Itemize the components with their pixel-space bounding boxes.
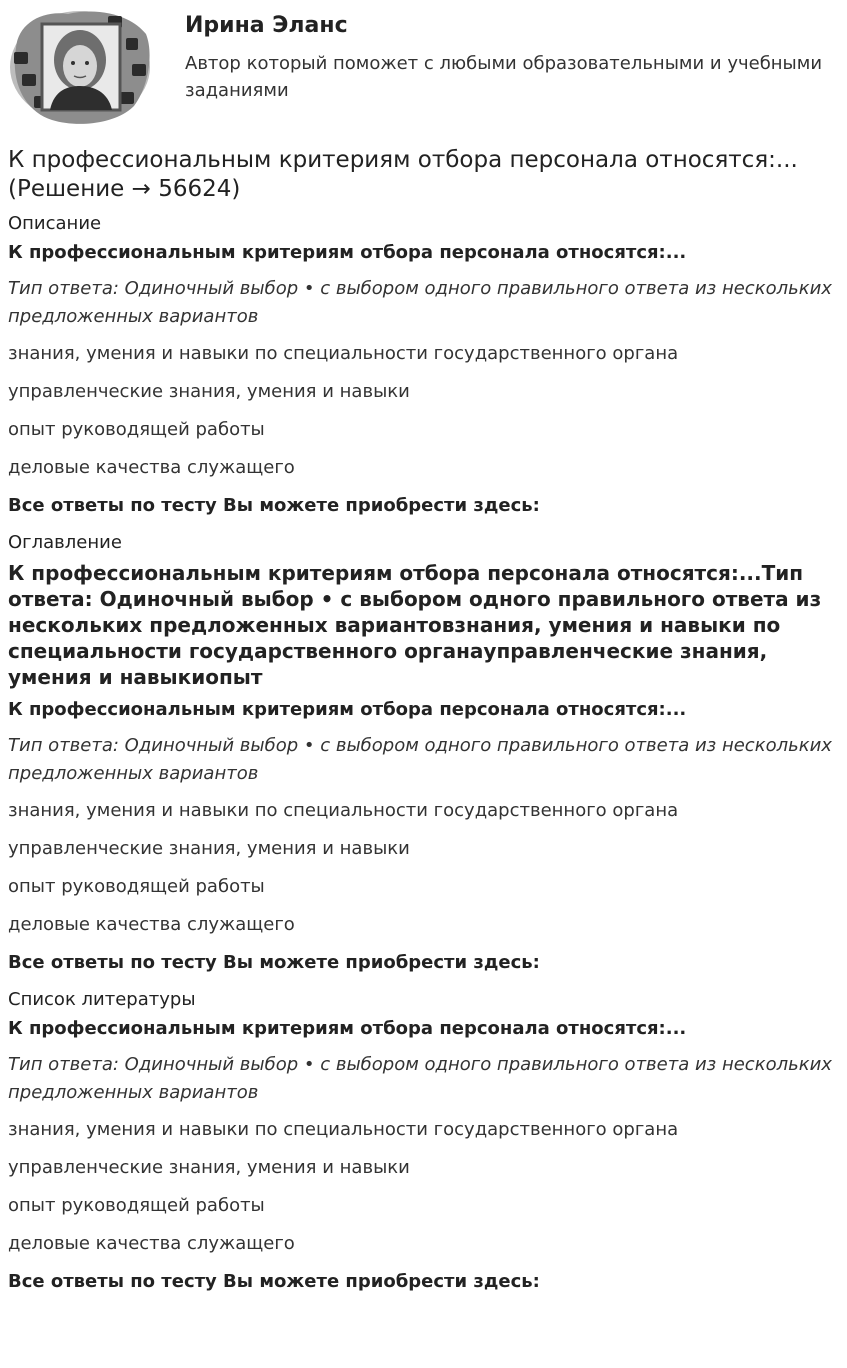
answer-type: Тип ответа: Одиночный выбор • с выбором одного правильного ответа из нескольких предложенных вариантов — [8, 735, 832, 784]
question-text: К профессиональным критериям отбора персонала относятся:... — [8, 1018, 687, 1039]
toc-heading: К профессиональным критериям отбора персонала относятся:...Тип ответа: Одиночный выбор • с выбором одного правильного ответа из нескольких предложенных вариантовзнания, умения и навыки по специальности государственного органауправленческие знания, умения и навыкиопыт — [8, 561, 822, 689]
description-section — [8, 212, 838, 517]
purchase-note: Все ответы по тесту Вы можете приобрести здесь: — [8, 1271, 540, 1292]
answer-option: опыт руководящей работы — [8, 1195, 265, 1216]
literature-section — [8, 988, 838, 1293]
author-block — [8, 8, 838, 128]
avatar[interactable] — [8, 8, 152, 126]
answer-option: деловые качества служащего — [8, 914, 295, 935]
answer-option: знания, умения и навыки по специальности государственного органа — [8, 343, 679, 364]
purchase-note: Все ответы по тесту Вы можете приобрести здесь: — [8, 952, 540, 973]
answer-option: знания, умения и навыки по специальности государственного органа — [8, 800, 679, 821]
answer-option: опыт руководящей работы — [8, 876, 265, 897]
answer-option: деловые качества служащего — [8, 1233, 295, 1254]
author-description: Автор который поможет с любыми образовательными и учебными заданиями — [185, 53, 823, 101]
author-name[interactable]: Ирина Эланс — [185, 13, 348, 38]
answer-option: управленческие знания, умения и навыки — [8, 1157, 410, 1178]
main-content — [8, 146, 838, 1307]
section-label-toc: Оглавление — [8, 532, 122, 553]
toc-section — [8, 531, 838, 974]
answer-option: управленческие знания, умения и навыки — [8, 838, 410, 859]
answer-option: деловые качества служащего — [8, 457, 295, 478]
answer-option: опыт руководящей работы — [8, 419, 265, 440]
answer-option: управленческие знания, умения и навыки — [8, 381, 410, 402]
purchase-note: Все ответы по тесту Вы можете приобрести здесь: — [8, 495, 540, 516]
answer-option: знания, умения и навыки по специальности государственного органа — [8, 1119, 679, 1140]
page-title: К профессиональным критериям отбора персонала относятся:... (Решение → 56624) — [8, 147, 798, 202]
answer-type: Тип ответа: Одиночный выбор • с выбором одного правильного ответа из нескольких предложенных вариантов — [8, 278, 832, 327]
section-label-literature: Список литературы — [8, 989, 196, 1010]
avatar-image — [8, 8, 152, 126]
question-text: К профессиональным критериям отбора персонала относятся:... — [8, 699, 687, 720]
section-label-description: Описание — [8, 213, 102, 234]
answer-type: Тип ответа: Одиночный выбор • с выбором одного правильного ответа из нескольких предложенных вариантов — [8, 1054, 832, 1103]
question-text: К профессиональным критериям отбора персонала относятся:... — [8, 242, 687, 263]
